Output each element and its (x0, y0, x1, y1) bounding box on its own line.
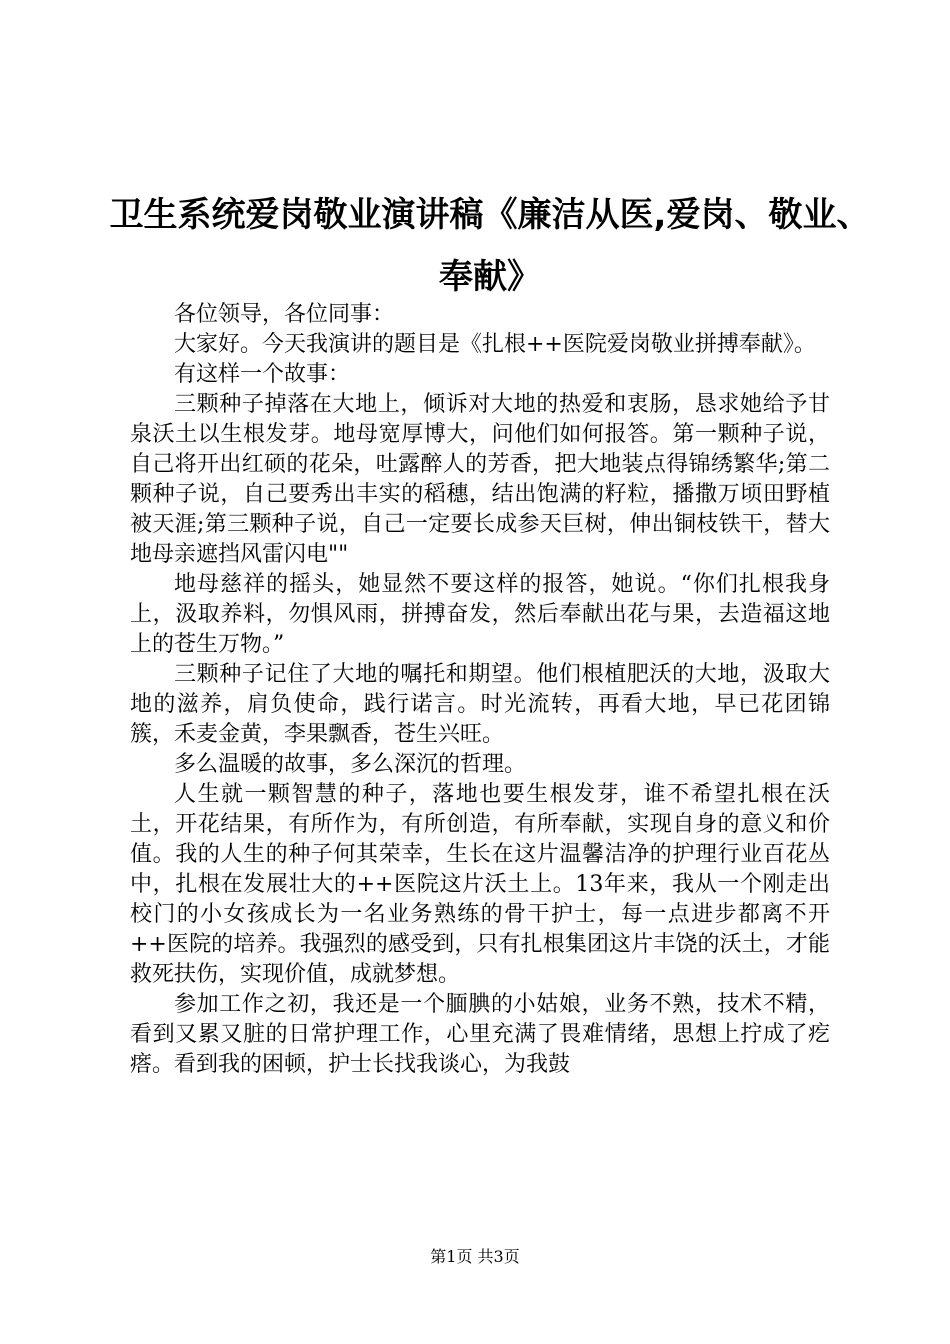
paragraph: 大家好。今天我演讲的题目是《扎根++医院爱岗敬业拼搏奉献》。 (174, 332, 816, 357)
page-footer: 第1页 共3页 (430, 1247, 520, 1266)
paragraph: 各位领导，各位同事： (174, 302, 395, 327)
document-title: 卫生系统爱岗敬业演讲稿《廉洁从医,爱岗、敬业、奉献》 (109, 195, 871, 297)
paragraph: 三颗种子掉落在大地上，倾诉对大地的热爱和衷肠，恳求她给予甘泉沃土以生根发芽。地母宽厚博大，问他们如何报答。第一颗种子说，自己将开出红硕的花朵，吐露醉人的芳香，把大地装点得锦绣繁华;第二颗种子说，自己要秀出丰实的稻穗，结出饱满的籽粒，播撒万顷田野植被天涯;第三颗种子说，自己一定要长成参天巨树，伸出铜枝铁干，替大地母亲遮挡风雷闪电"" (130, 392, 830, 567)
paragraph: 多么温暖的故事，多么深沉的哲理。 (174, 752, 527, 777)
document-body (130, 300, 830, 1080)
paragraph: 三颗种子记住了大地的嘱托和期望。他们根植肥沃的大地，汲取大地的滋养，肩负使命，践行诺言。时光流转，再看大地，早已花团锦簇，禾麦金黄，李果飘香，苍生兴旺。 (130, 662, 830, 747)
paragraph: 有这样一个故事： (174, 362, 351, 387)
paragraph: 参加工作之初，我还是一个腼腆的小姑娘，业务不熟，技术不精，看到又累又脏的日常护理工作，心里充满了畏难情绪，思想上拧成了疙瘩。看到我的困顿，护士长找我谈心，为我鼓 (130, 992, 830, 1077)
paragraph: 地母慈祥的摇头，她显然不要这样的报答，她说。“你们扎根我身上，汲取养料，勿惧风雨，拼搏奋发，然后奉献出花与果，去造福这地上的苍生万物。” (130, 572, 830, 657)
paragraph: 人生就一颗智慧的种子，落地也要生根发芽，谁不希望扎根在沃土，开花结果，有所作为，有所创造，有所奉献，实现自身的意义和价值。我的人生的种子何其荣幸，生长在这片温馨洁净的护理行业百花丛中，扎根在发展壮大的++医院这片沃土上。13年来，我从一个刚走出校门的小女孩成长为一名业务熟练的骨干护士，每一点进步都离不开++医院的培养。我强烈的感受到，只有扎根集团这片丰饶的沃土，才能救死扶伤，实现价值，成就梦想。 (130, 782, 830, 987)
